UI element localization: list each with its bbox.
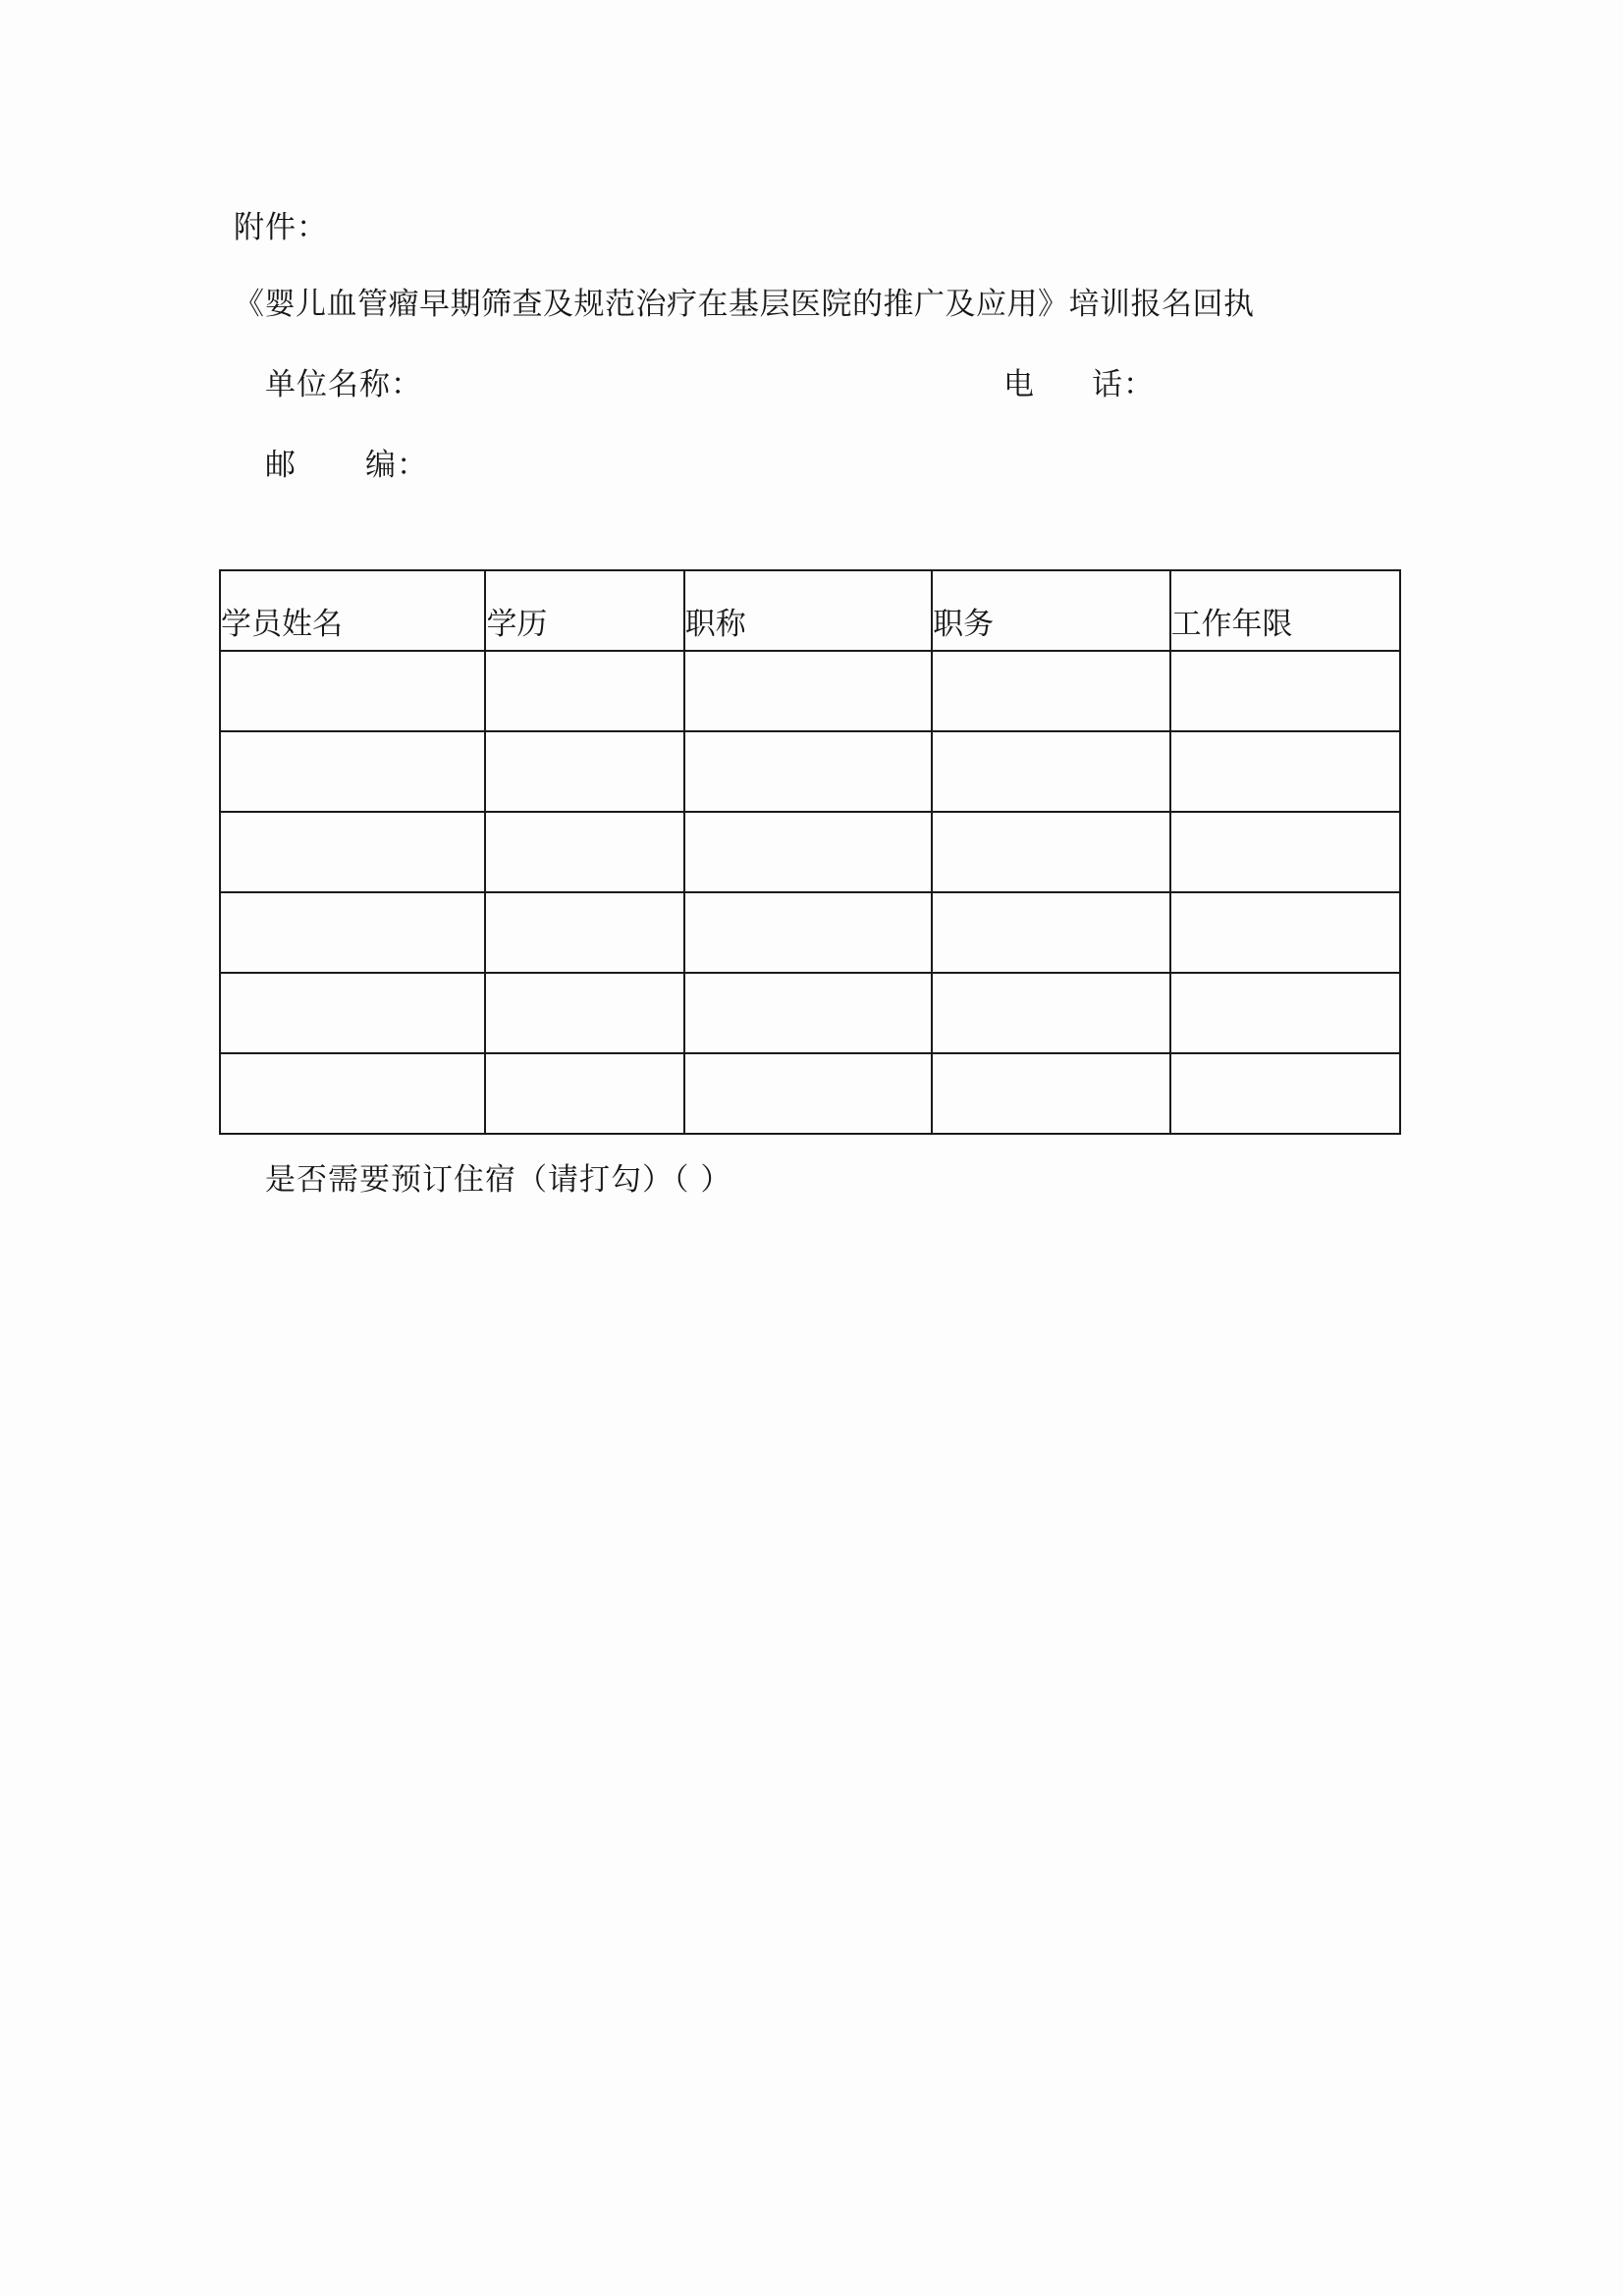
table-cell <box>932 812 1169 892</box>
table-cell <box>1170 973 1400 1053</box>
table-cell <box>1170 812 1400 892</box>
zip-label-part-2: 编： <box>365 448 428 483</box>
phone-label-part-1: 电 <box>1003 367 1035 402</box>
table-cell <box>684 731 932 812</box>
table-cell <box>485 731 683 812</box>
table-cell <box>932 651 1169 731</box>
header-education: 学历 <box>485 570 683 651</box>
table-cell <box>684 812 932 892</box>
table-cell <box>220 973 485 1053</box>
table-cell <box>485 973 683 1053</box>
zip-code-label <box>265 446 428 485</box>
header-professional-title: 职称 <box>684 570 932 651</box>
table-cell <box>684 973 932 1053</box>
table-cell <box>1170 731 1400 812</box>
table-row <box>220 731 1400 812</box>
table-row <box>220 1053 1400 1134</box>
table-cell <box>684 892 932 973</box>
zip-label-part-1: 邮 <box>265 448 297 483</box>
table-cell <box>932 731 1169 812</box>
form-title: 《婴儿血管瘤早期筛查及规范治疗在基层医院的推广及应用》培训报名回执 <box>234 287 1255 322</box>
trainee-table <box>219 569 1401 1135</box>
header-position: 职务 <box>932 570 1169 651</box>
table-cell <box>485 1053 683 1134</box>
table-cell <box>1170 651 1400 731</box>
header-years-of-work: 工作年限 <box>1170 570 1400 651</box>
table-cell <box>684 1053 932 1134</box>
table-cell <box>684 651 932 731</box>
table-cell <box>220 1053 485 1134</box>
table-header-row <box>220 570 1400 651</box>
table-cell <box>1170 1053 1400 1134</box>
phone-label-part-2: 话： <box>1092 367 1155 402</box>
lodging-question: 是否需要预订住宿（请打勾）（ ） <box>265 1162 732 1198</box>
table-row <box>220 651 1400 731</box>
table-cell <box>932 973 1169 1053</box>
table-row <box>220 973 1400 1053</box>
table-cell <box>485 651 683 731</box>
header-trainee-name: 学员姓名 <box>220 570 485 651</box>
unit-name-label: 单位名称： <box>265 367 422 402</box>
table-cell <box>220 731 485 812</box>
table-cell <box>932 1053 1169 1134</box>
table-cell <box>485 812 683 892</box>
table-cell <box>220 651 485 731</box>
table-row <box>220 892 1400 973</box>
attachment-label: 附件： <box>234 210 328 245</box>
table-cell <box>485 892 683 973</box>
table-cell <box>1170 892 1400 973</box>
phone-label <box>1003 365 1155 404</box>
table-cell <box>220 892 485 973</box>
table-row <box>220 812 1400 892</box>
table-cell <box>220 812 485 892</box>
table-cell <box>932 892 1169 973</box>
